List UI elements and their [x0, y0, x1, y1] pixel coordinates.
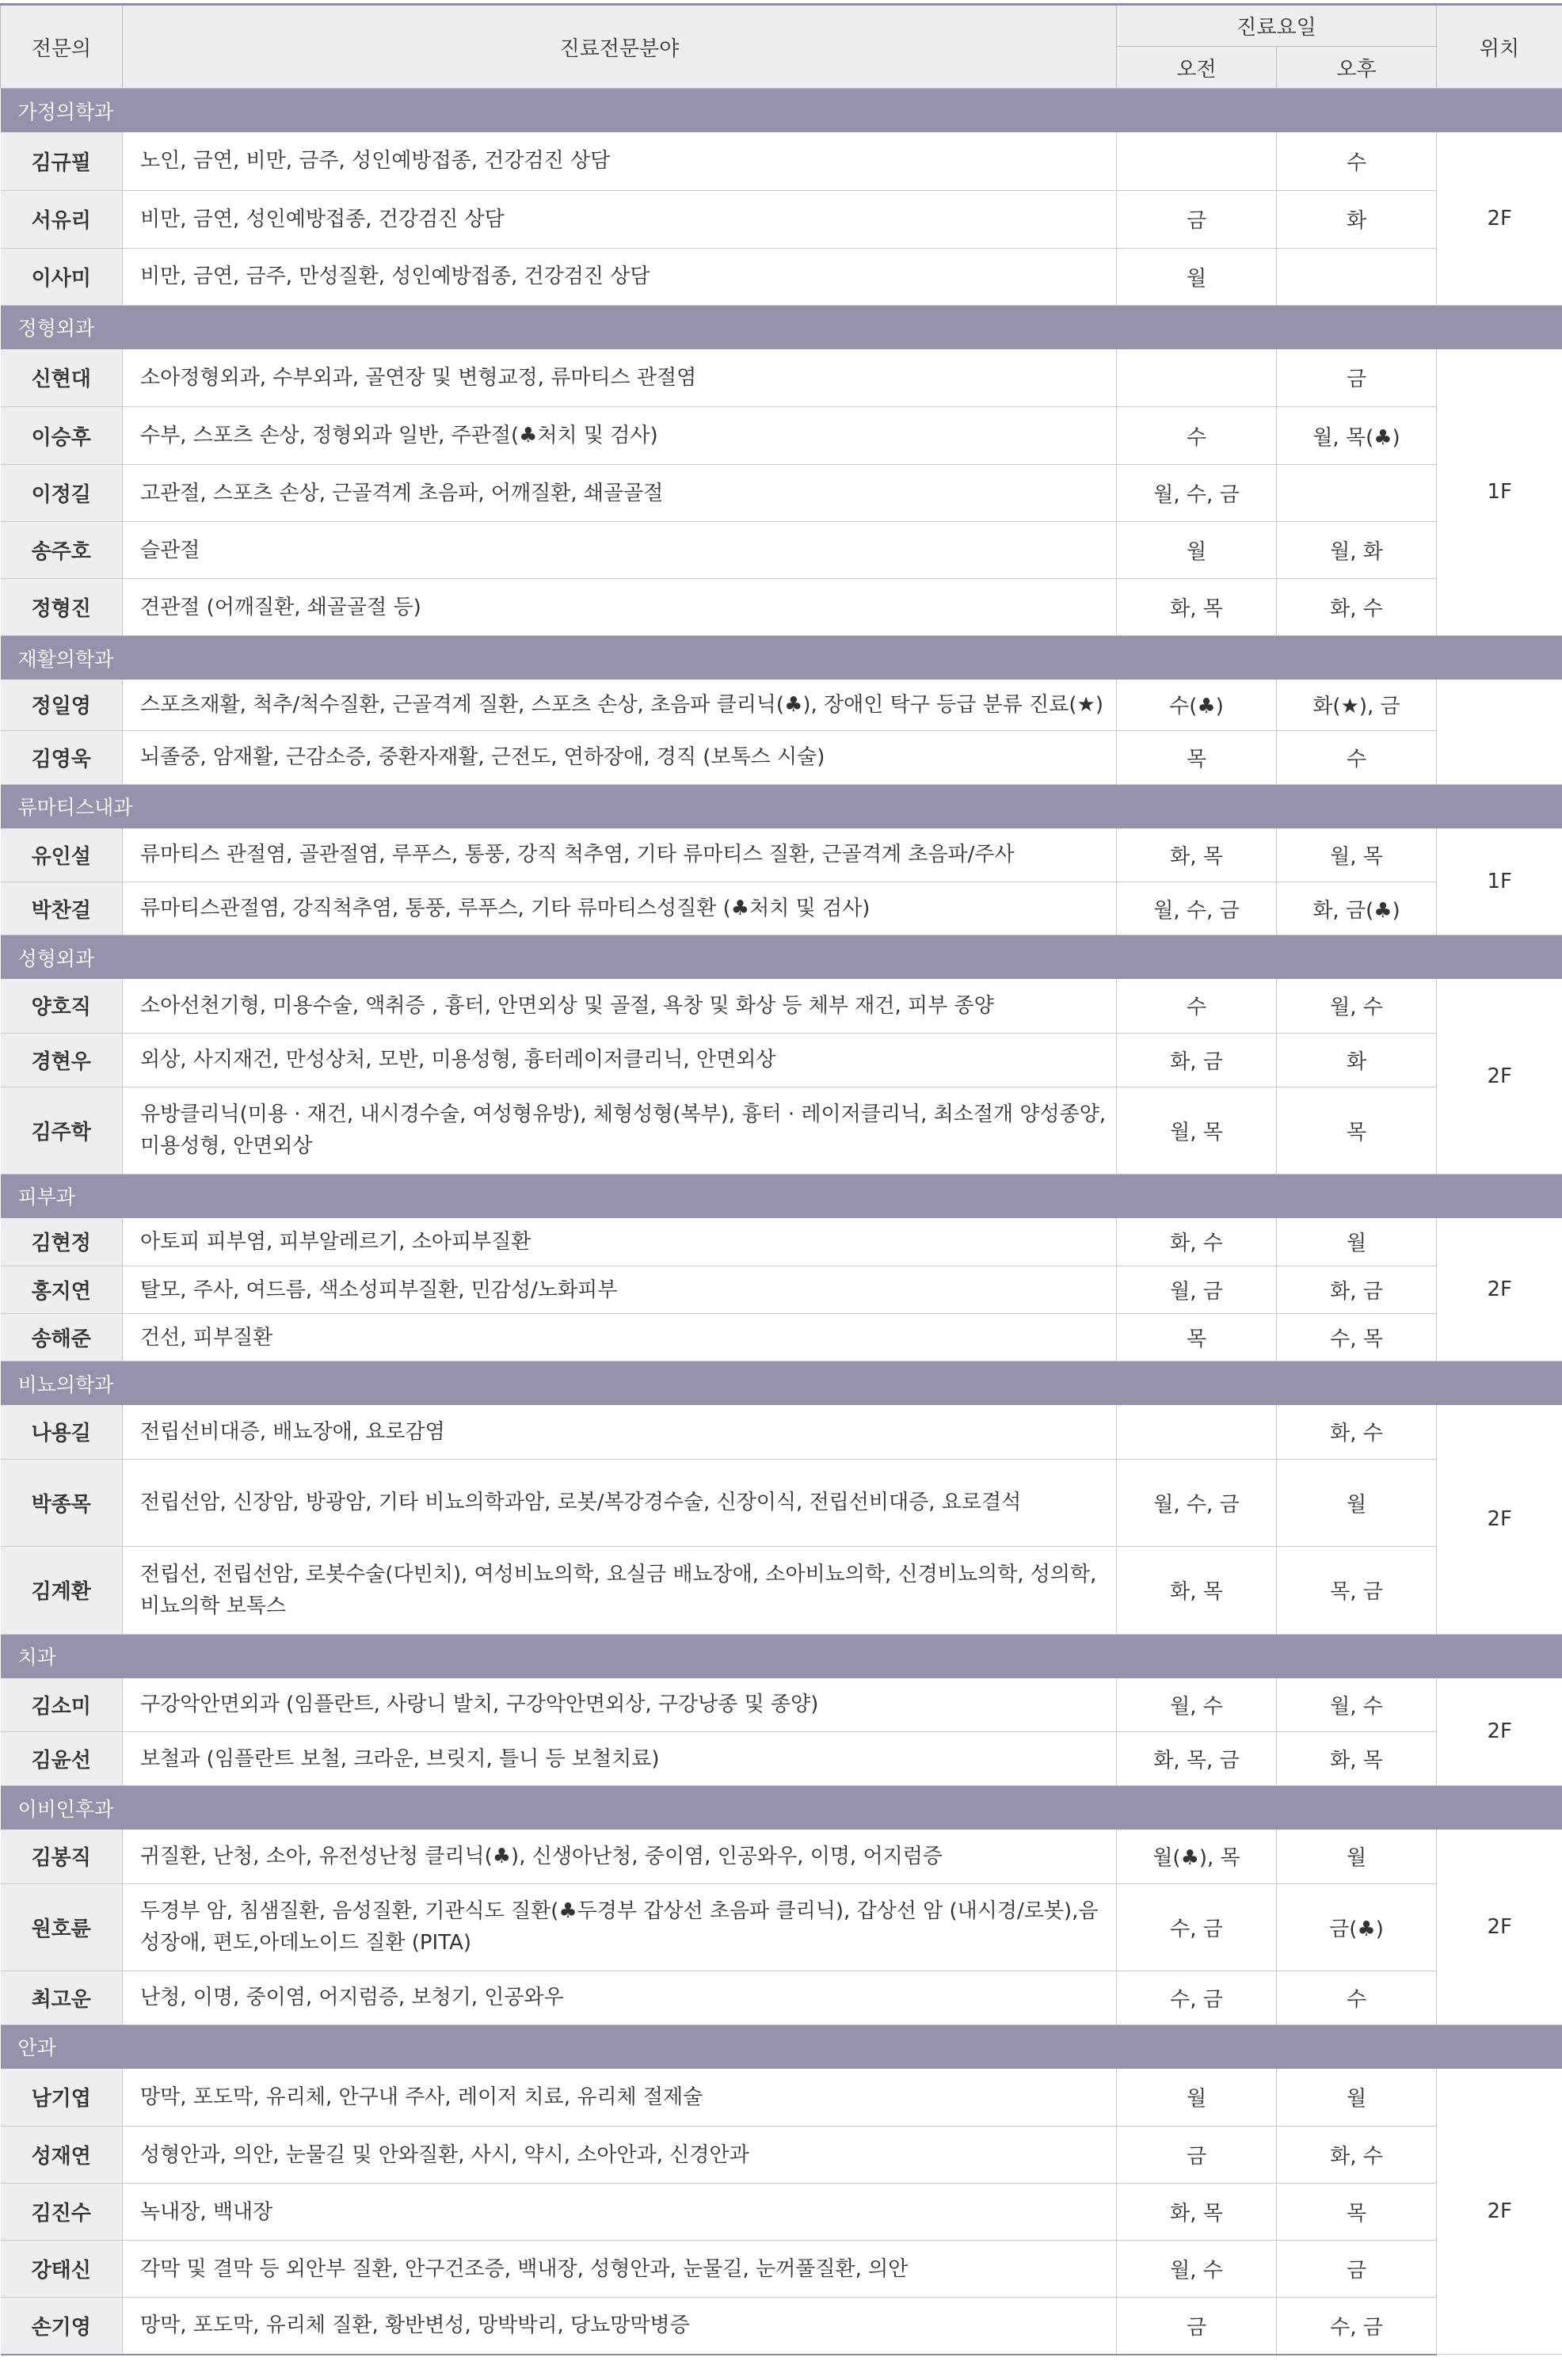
location-cell: 2F — [1437, 979, 1562, 1174]
specialty-field: 건선, 피부질환 — [123, 1314, 1117, 1361]
doctor-name: 이승후 — [1, 407, 123, 465]
table-row — [1, 1405, 1562, 1459]
location-cell: 2F — [1437, 132, 1562, 305]
location-cell: 2F — [1437, 1218, 1562, 1361]
specialty-field: 성형안과, 의안, 눈물길 및 안와질환, 사시, 약시, 소아안과, 신경안과 — [123, 2127, 1117, 2184]
department-header — [1, 1634, 1562, 1678]
specialty-field: 망막, 포도막, 유리체 질환, 황반변성, 망박박리, 당뇨망막병증 — [123, 2298, 1117, 2355]
specialty-field: 슬관절 — [123, 522, 1117, 579]
am-days: 수 — [1117, 979, 1277, 1033]
header-location: 위치 — [1437, 5, 1562, 89]
department-header — [1, 1174, 1562, 1218]
doctor-name: 신현대 — [1, 349, 123, 407]
pm-days: 화 — [1277, 190, 1437, 248]
doctor-name: 박종목 — [1, 1459, 123, 1546]
am-days: 월, 목 — [1117, 1087, 1277, 1174]
am-days: 화, 목 — [1117, 579, 1277, 636]
pm-days: 수 — [1277, 132, 1437, 190]
am-days: 목 — [1117, 730, 1277, 784]
table-row — [1, 2127, 1562, 2184]
table-row — [1, 132, 1562, 190]
department-name: 가정의학과 — [1, 89, 1562, 133]
header-days: 진료요일 — [1117, 5, 1437, 47]
table-row — [1, 1087, 1562, 1174]
doctor-name: 정형진 — [1, 579, 123, 636]
department-name: 안과 — [1, 2024, 1562, 2069]
pm-days: 월, 화 — [1277, 522, 1437, 579]
pm-days: 화, 금(♣) — [1277, 882, 1437, 935]
department-header — [1, 935, 1562, 980]
department-header — [1, 1361, 1562, 1406]
doctor-name: 손기영 — [1, 2298, 123, 2355]
pm-days — [1277, 465, 1437, 522]
specialty-field: 뇌졸중, 암재활, 근감소증, 중환자재활, 근전도, 연하장애, 경직 (보톡스 시술) — [123, 730, 1117, 784]
doctor-name: 송해준 — [1, 1314, 123, 1361]
pm-days: 화 — [1277, 1033, 1437, 1087]
pm-days: 수, 목 — [1277, 1314, 1437, 1361]
department-header — [1, 784, 1562, 828]
table-row — [1, 522, 1562, 579]
department-header — [1, 89, 1562, 133]
pm-days: 화, 목 — [1277, 1732, 1437, 1786]
table-row — [1, 979, 1562, 1033]
pm-days — [1277, 248, 1437, 305]
doctor-name: 나용길 — [1, 1405, 123, 1459]
specialty-field: 비만, 금연, 성인예방접종, 건강검진 상담 — [123, 190, 1117, 248]
am-days: 금 — [1117, 2127, 1277, 2184]
table-row — [1, 248, 1562, 305]
doctor-name: 김봉직 — [1, 1830, 123, 1883]
table-row — [1, 2298, 1562, 2355]
department-header — [1, 2024, 1562, 2069]
pm-days: 목, 금 — [1277, 1546, 1437, 1634]
location-cell: 2F — [1437, 2069, 1562, 2355]
table-row — [1, 190, 1562, 248]
specialty-field: 수부, 스포츠 손상, 정형외과 일반, 주관절(♣처치 및 검사) — [123, 407, 1117, 465]
am-days: 화, 목 — [1117, 828, 1277, 882]
pm-days: 월, 목 — [1277, 828, 1437, 882]
location-cell: 2F — [1437, 1678, 1562, 1786]
header-doctor: 전문의 — [1, 5, 123, 89]
table-row — [1, 1033, 1562, 1087]
specialty-field: 전립선비대증, 배뇨장애, 요로감염 — [123, 1405, 1117, 1459]
specialty-field: 류마티스관절염, 강직척추염, 통풍, 루푸스, 기타 류마티스성질환 (♣처치 및 검사) — [123, 882, 1117, 935]
specialty-field: 탈모, 주사, 여드름, 색소성피부질환, 민감성/노화피부 — [123, 1266, 1117, 1314]
specialty-field: 류마티스 관절염, 골관절염, 루푸스, 통풍, 강직 척추염, 기타 류마티스 질환, 근골격계 초음파/주사 — [123, 828, 1117, 882]
department-name: 비뇨의학과 — [1, 1361, 1562, 1406]
department-name: 치과 — [1, 1634, 1562, 1678]
am-days: 화, 목 — [1117, 2184, 1277, 2241]
specialty-field: 견관절 (어깨질환, 쇄골골절 등) — [123, 579, 1117, 636]
am-days — [1117, 349, 1277, 407]
am-days: 월, 금 — [1117, 1266, 1277, 1314]
table-row — [1, 1314, 1562, 1361]
am-days: 화, 금 — [1117, 1033, 1277, 1087]
am-days: 월 — [1117, 522, 1277, 579]
table-row — [1, 349, 1562, 407]
pm-days: 화(★), 금 — [1277, 680, 1437, 730]
department-name: 정형외과 — [1, 305, 1562, 349]
table-row — [1, 2184, 1562, 2241]
table-row — [1, 828, 1562, 882]
doctor-name: 서유리 — [1, 190, 123, 248]
specialty-field: 전립선, 전립선암, 로봇수술(다빈치), 여성비뇨의학, 요실금 배뇨장애, 소아비뇨의학, 신경비뇨의학, 성의학, 비뇨의학 보톡스 — [123, 1546, 1117, 1634]
header-field: 진료전문분야 — [123, 5, 1117, 89]
table-row — [1, 730, 1562, 784]
location-cell: 1F — [1437, 828, 1562, 935]
doctor-name: 홍지연 — [1, 1266, 123, 1314]
pm-days: 월, 목(♣) — [1277, 407, 1437, 465]
specialty-field: 난청, 이명, 중이염, 어지럼증, 보청기, 인공와우 — [123, 1971, 1117, 2024]
pm-days: 월 — [1277, 1830, 1437, 1883]
table-row — [1, 2069, 1562, 2127]
am-days: 화, 목 — [1117, 1546, 1277, 1634]
am-days: 금 — [1117, 2298, 1277, 2355]
doctor-name: 남기엽 — [1, 2069, 123, 2127]
pm-days: 금 — [1277, 349, 1437, 407]
location-cell: 1F — [1437, 349, 1562, 636]
specialty-field: 보철과 (임플란트 보철, 크라운, 브릿지, 틀니 등 보철치료) — [123, 1732, 1117, 1786]
am-days: 월, 수 — [1117, 2241, 1277, 2298]
doctor-name: 최고운 — [1, 1971, 123, 2024]
specialty-field: 외상, 사지재건, 만성상처, 모반, 미용성형, 흉터레이저클리닉, 안면외상 — [123, 1033, 1117, 1087]
doctor-name: 김규필 — [1, 132, 123, 190]
table-row — [1, 579, 1562, 636]
pm-days: 월 — [1277, 2069, 1437, 2127]
am-days: 수, 금 — [1117, 1971, 1277, 2024]
am-days: 월 — [1117, 2069, 1277, 2127]
specialty-field: 망막, 포도막, 유리체, 안구내 주사, 레이저 치료, 유리체 절제술 — [123, 2069, 1117, 2127]
specialty-field: 유방클리닉(미용 · 재건, 내시경수술, 여성형유방), 체형성형(복부), 흉터 · 레이저클리닉, 최소절개 양성종양, 미용성형, 안면외상 — [123, 1087, 1117, 1174]
am-days: 화, 목, 금 — [1117, 1732, 1277, 1786]
table-row — [1, 680, 1562, 730]
department-name: 성형외과 — [1, 935, 1562, 980]
doctor-name: 송주호 — [1, 522, 123, 579]
pm-days: 월, 수 — [1277, 1678, 1437, 1732]
doctor-name: 김진수 — [1, 2184, 123, 2241]
pm-days: 월 — [1277, 1459, 1437, 1546]
am-days: 수 — [1117, 407, 1277, 465]
doctor-name: 유인설 — [1, 828, 123, 882]
specialty-field: 두경부 암, 침샘질환, 음성질환, 기관식도 질환(♣두경부 갑상선 초음파 클리닉), 갑상선 암 (내시경/로봇),음성장애, 편도,아데노이드 질환 (PITA) — [123, 1883, 1117, 1971]
doctor-name: 경현우 — [1, 1033, 123, 1087]
pm-days: 금 — [1277, 2241, 1437, 2298]
doctor-name: 원호륜 — [1, 1883, 123, 1971]
pm-days: 화, 수 — [1277, 1405, 1437, 1459]
specialty-field: 소아선천기형, 미용수술, 액취증 , 흉터, 안면외상 및 골절, 욕창 및 화상 등 체부 재건, 피부 종양 — [123, 979, 1117, 1033]
location-cell — [1437, 680, 1562, 784]
specialty-field: 아토피 피부염, 피부알레르기, 소아피부질환 — [123, 1218, 1117, 1266]
specialty-field: 소아정형외과, 수부외과, 골연장 및 변형교정, 류마티스 관절염 — [123, 349, 1117, 407]
specialty-field: 노인, 금연, 비만, 금주, 성인예방접종, 건강검진 상담 — [123, 132, 1117, 190]
header-am: 오전 — [1117, 47, 1277, 89]
specialty-field: 전립선암, 신장암, 방광암, 기타 비뇨의학과암, 로봇/복강경수술, 신장이식, 전립선비대증, 요로결석 — [123, 1459, 1117, 1546]
am-days — [1117, 1405, 1277, 1459]
doctor-name: 성재연 — [1, 2127, 123, 2184]
pm-days: 화, 수 — [1277, 579, 1437, 636]
department-name: 재활의학과 — [1, 636, 1562, 680]
table-row — [1, 1218, 1562, 1266]
department-name: 피부과 — [1, 1174, 1562, 1218]
location-cell: 2F — [1437, 1405, 1562, 1634]
am-days: 목 — [1117, 1314, 1277, 1361]
department-header — [1, 305, 1562, 349]
am-days: 화, 수 — [1117, 1218, 1277, 1266]
specialty-field: 각막 및 결막 등 외안부 질환, 안구건조증, 백내장, 성형안과, 눈물길, 눈꺼풀질환, 의안 — [123, 2241, 1117, 2298]
pm-days: 화, 수 — [1277, 2127, 1437, 2184]
doctor-name: 김주학 — [1, 1087, 123, 1174]
doctor-name: 김계환 — [1, 1546, 123, 1634]
am-days — [1117, 132, 1277, 190]
doctor-name: 박찬걸 — [1, 882, 123, 935]
table-row — [1, 1883, 1562, 1971]
doctor-name: 이정길 — [1, 465, 123, 522]
specialty-field: 고관절, 스포츠 손상, 근골격계 초음파, 어깨질환, 쇄골골절 — [123, 465, 1117, 522]
am-days: 월(♣), 목 — [1117, 1830, 1277, 1883]
doctor-name: 이사미 — [1, 248, 123, 305]
table-row — [1, 1971, 1562, 2024]
department-name: 이비인후과 — [1, 1786, 1562, 1830]
doctor-name: 양호직 — [1, 979, 123, 1033]
table-row — [1, 1266, 1562, 1314]
header-pm: 오후 — [1277, 47, 1437, 89]
pm-days: 월 — [1277, 1218, 1437, 1266]
pm-days: 금(♣) — [1277, 1883, 1437, 1971]
department-header — [1, 1786, 1562, 1830]
pm-days: 수, 금 — [1277, 2298, 1437, 2355]
table-row — [1, 407, 1562, 465]
doctor-name: 정일영 — [1, 680, 123, 730]
specialty-field: 비만, 금연, 금주, 만성질환, 성인예방접종, 건강검진 상담 — [123, 248, 1117, 305]
doctor-name: 김영욱 — [1, 730, 123, 784]
table-row — [1, 465, 1562, 522]
pm-days: 월, 수 — [1277, 979, 1437, 1033]
pm-days: 화, 금 — [1277, 1266, 1437, 1314]
doctor-name: 김현정 — [1, 1218, 123, 1266]
am-days: 금 — [1117, 190, 1277, 248]
pm-days: 수 — [1277, 1971, 1437, 2024]
doctor-name: 김윤선 — [1, 1732, 123, 1786]
doctor-name: 강태신 — [1, 2241, 123, 2298]
pm-days: 수 — [1277, 730, 1437, 784]
table-row — [1, 1459, 1562, 1546]
pm-days: 목 — [1277, 2184, 1437, 2241]
schedule-body — [1, 89, 1562, 2355]
am-days: 월, 수, 금 — [1117, 882, 1277, 935]
table-row — [1, 1830, 1562, 1883]
location-cell: 2F — [1437, 1830, 1562, 2024]
specialty-field: 귀질환, 난청, 소아, 유전성난청 클리닉(♣), 신생아난청, 중이염, 인공와우, 이명, 어지럼증 — [123, 1830, 1117, 1883]
department-header — [1, 636, 1562, 680]
pm-days: 목 — [1277, 1087, 1437, 1174]
doctor-name: 김소미 — [1, 1678, 123, 1732]
specialty-field: 녹내장, 백내장 — [123, 2184, 1117, 2241]
am-days: 월, 수, 금 — [1117, 465, 1277, 522]
table-row — [1, 1546, 1562, 1634]
table-row — [1, 882, 1562, 935]
am-days: 월, 수 — [1117, 1678, 1277, 1732]
department-name: 류마티스내과 — [1, 784, 1562, 828]
table-row — [1, 1678, 1562, 1732]
table-row — [1, 2241, 1562, 2298]
am-days: 월, 수, 금 — [1117, 1459, 1277, 1546]
specialty-field: 스포츠재활, 척추/척수질환, 근골격계 질환, 스포츠 손상, 초음파 클리닉(♣), 장애인 탁구 등급 분류 진료(★) — [123, 680, 1117, 730]
schedule-table — [0, 3, 1562, 2355]
specialty-field: 구강악안면외과 (임플란트, 사랑니 발치, 구강악안면외상, 구강낭종 및 종양) — [123, 1678, 1117, 1732]
table-row — [1, 1732, 1562, 1786]
am-days: 월 — [1117, 248, 1277, 305]
am-days: 수(♣) — [1117, 680, 1277, 730]
am-days: 수, 금 — [1117, 1883, 1277, 1971]
